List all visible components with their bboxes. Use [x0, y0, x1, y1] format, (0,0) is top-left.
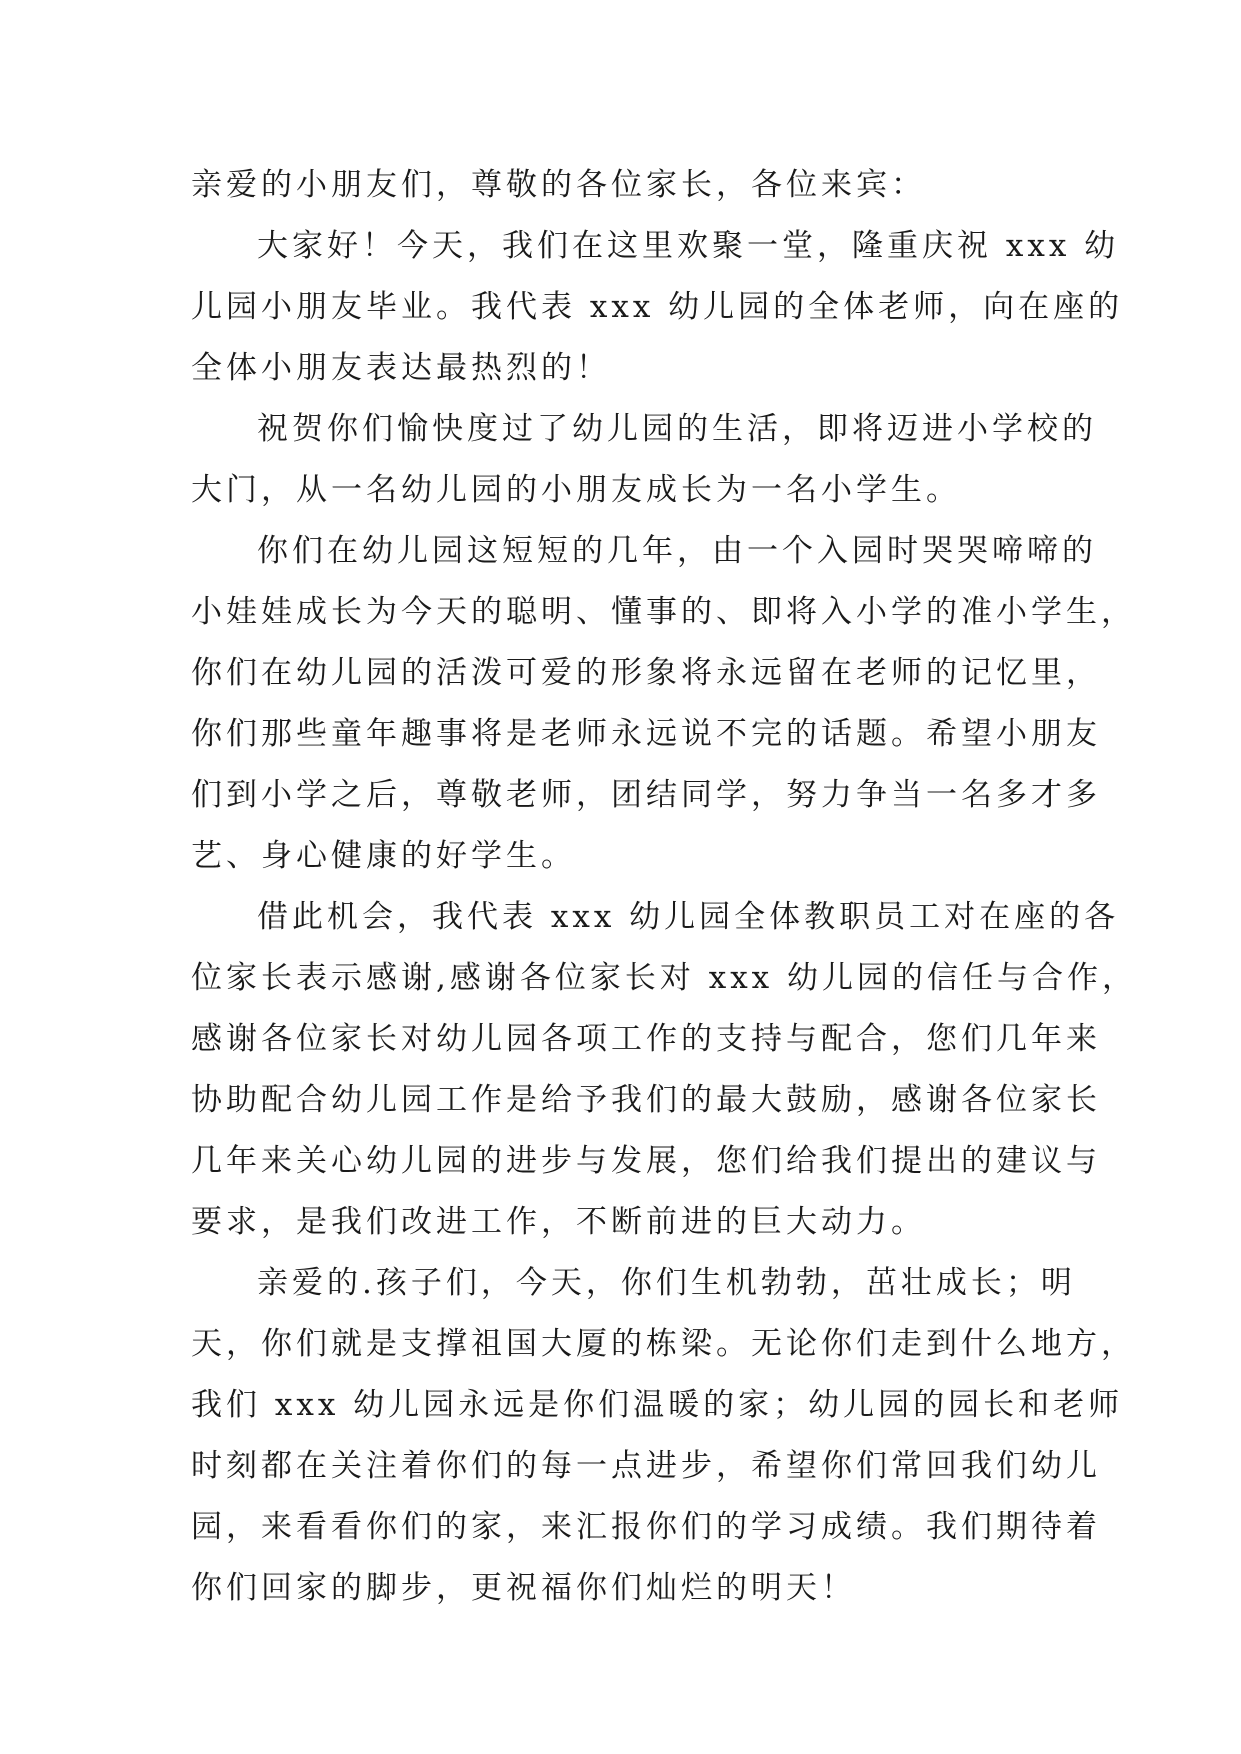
text-line: 协助配合幼儿园工作是给予我们的最大鼓励，感谢各位家长: [191, 1082, 1101, 1118]
text-line: 天，你们就是支撑祖国大厦的栋梁。无论你们走到什么地方，: [191, 1326, 1136, 1362]
text-line: 你们回家的脚步，更祝福你们灿烂的明天！: [191, 1570, 856, 1606]
text-line: 位家长表示感谢,感谢各位家长对 xxx 幼儿园的信任与合作，: [191, 960, 1138, 996]
text-line: 亲爱的小朋友们，尊敬的各位家长，各位来宾：: [191, 167, 926, 203]
text-line: 小娃娃成长为今天的聪明、懂事的、即将入小学的准小学生，: [191, 594, 1136, 630]
text-line: 儿园小朋友毕业。我代表 xxx 幼儿园的全体老师，向在座的: [191, 289, 1124, 325]
paragraph-first-line: 借此机会，我代表 xxx 幼儿园全体教职员工对在座的各: [257, 899, 1120, 935]
text-line: 时刻都在关注着你们的每一点进步，希望你们常回我们幼儿: [191, 1448, 1101, 1484]
text-line: 艺、身心健康的好学生。: [191, 838, 576, 874]
paragraph-first-line: 亲爱的.孩子们，今天，你们生机勃勃，茁壮成长；明: [257, 1265, 1076, 1301]
text-line: 全体小朋友表达最热烈的！: [191, 350, 611, 386]
text-line: 感谢各位家长对幼儿园各项工作的支持与配合，您们几年来: [191, 1021, 1101, 1057]
document-body: [191, 155, 1138, 1619]
text-line: 园，来看看你们的家，来汇报你们的学习成绩。我们期待着: [191, 1509, 1101, 1545]
paragraph-first-line: 大家好！今天，我们在这里欢聚一堂，隆重庆祝 xxx 幼: [257, 228, 1120, 264]
paragraph-first-line: 祝贺你们愉快度过了幼儿园的生活，即将迈进小学校的: [257, 411, 1097, 447]
text-line: 我们 xxx 幼儿园永远是你们温暖的家；幼儿园的园长和老师: [191, 1387, 1124, 1423]
text-line: 你们在幼儿园的活泼可爱的形象将永远留在老师的记忆里，: [191, 655, 1101, 691]
text-line: 大门，从一名幼儿园的小朋友成长为一名小学生。: [191, 472, 961, 508]
text-line: 你们那些童年趣事将是老师永远说不完的话题。希望小朋友: [191, 716, 1101, 752]
text-line: 几年来关心幼儿园的进步与发展，您们给我们提出的建议与: [191, 1143, 1101, 1179]
text-line: 们到小学之后，尊敬老师，团结同学，努力争当一名多才多: [191, 777, 1101, 813]
paragraph-first-line: 你们在幼儿园这短短的几年，由一个入园时哭哭啼啼的: [257, 533, 1097, 569]
text-line: 要求，是我们改进工作，不断前进的巨大动力。: [191, 1204, 926, 1240]
